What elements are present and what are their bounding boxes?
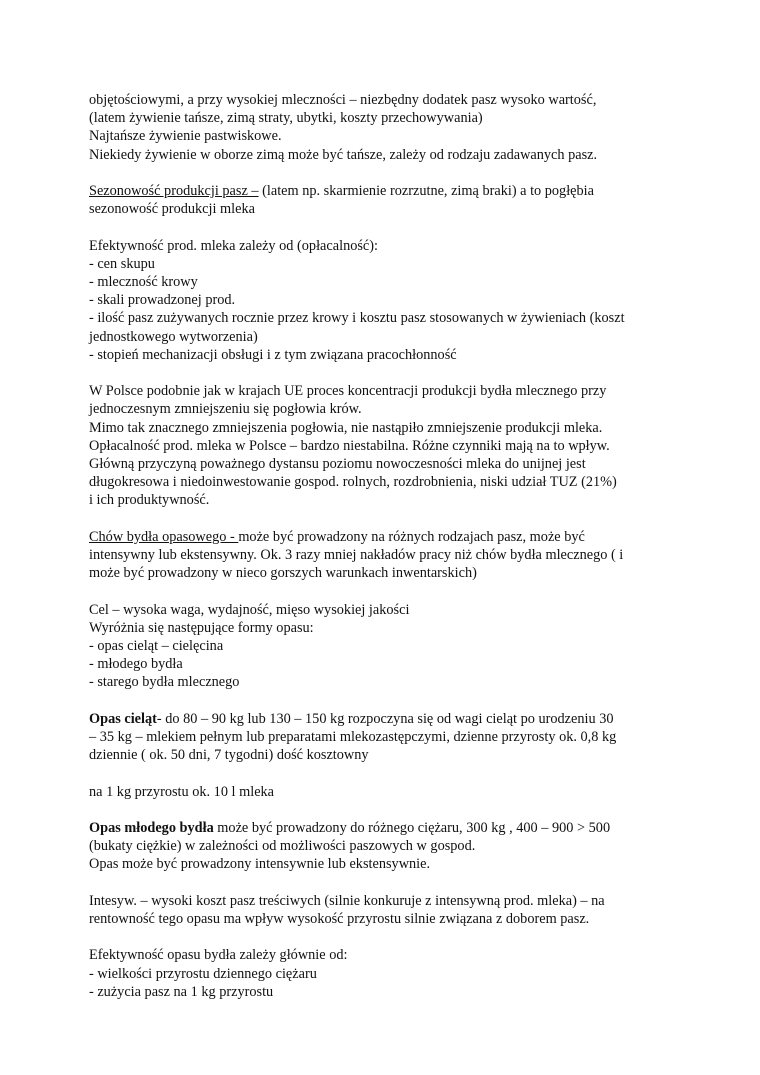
text-run: (latem np. skarmienie rozrzutne, zimą braki) a to pogłębia bbox=[258, 183, 594, 199]
list-item: - mleczność krowy bbox=[89, 274, 198, 290]
text-line: Opłacalność prod. mleka w Polsce – bardzo niestabilna. Różne czynniki mają na to wpływ. bbox=[89, 437, 610, 454]
text-line: objętościowymi, a przy wysokiej mleczności – niezbędny dodatek pasz wysoko wartość, bbox=[89, 92, 597, 108]
section-heading: Chów bydła opasowego - bbox=[89, 528, 239, 545]
list-item: - wielkości przyrostu dziennego ciężaru bbox=[89, 965, 317, 982]
list-item: - cen skupu bbox=[89, 255, 155, 272]
text-run: może być prowadzony do różnego ciężaru, 300 kg , 400 – 900 > 500 bbox=[213, 820, 611, 836]
text-line: jednoczesnym zmniejszeniu się pogłowia krów. bbox=[89, 401, 362, 418]
blank-line bbox=[89, 692, 700, 710]
section-young-cattle bbox=[89, 819, 700, 837]
list-item: - starego bydła mlecznego bbox=[89, 674, 240, 691]
text-line: W Polsce podobnie jak w krajach UE proces koncentracji produkcji bydła mlecznego przy bbox=[89, 383, 607, 400]
section-calf-fattening bbox=[89, 710, 700, 728]
text-line: Najtańsze żywienie pastwiskowe. bbox=[89, 128, 282, 145]
text-run: - do 80 – 90 kg lub 130 – 150 kg rozpoczyna się od wagi cieląt po urodzeniu 30 bbox=[156, 710, 614, 727]
text-line: Efektywność opasu bydła zależy głównie od: bbox=[89, 947, 348, 964]
text-line: dziennie ( ok. 50 dni, 7 tygodni) dość kosztowny bbox=[89, 747, 369, 764]
section-heading: Sezonowość produkcji pasz – bbox=[89, 183, 259, 199]
text-line: Opas może być prowadzony intensywnie lub ekstensywnie. bbox=[89, 856, 431, 873]
list-item: - ilość pasz zużywanych rocznie przez krowy i kosztu pasz stosowanych w żywieniach (koszt bbox=[89, 310, 625, 327]
blank-line bbox=[89, 764, 700, 782]
text-line: Wyróżnia się następujące formy opasu: bbox=[89, 619, 314, 636]
text-line: Efektywność prod. mleka zależy od (opłacalność): bbox=[89, 237, 379, 254]
section-beef-cattle bbox=[89, 528, 700, 546]
text-line: Mimo tak znacznego zmniejszenia pogłowia, nie nastąpiło zmniejszenie produkcji mleka. bbox=[89, 419, 603, 436]
blank-line bbox=[89, 164, 700, 182]
section-seasonality bbox=[89, 182, 700, 200]
text-line: na 1 kg przyrostu ok. 10 l mleka bbox=[89, 783, 275, 800]
section-heading: Opas młodego bydła bbox=[89, 820, 214, 836]
text-run: może być prowadzony na różnych rodzajach pasz, może być bbox=[238, 528, 585, 545]
list-item: - opas cieląt – cielęcina bbox=[89, 638, 224, 655]
text-line: Cel – wysoka waga, wydajność, mięso wysokiej jakości bbox=[89, 601, 410, 618]
text-line: Główną przyczyną poważnego dystansu poziomu nowoczesności mleka do unijnej jest bbox=[89, 456, 586, 473]
text-line: może być prowadzony w nieco gorszych warunkach inwentarskich) bbox=[89, 565, 477, 582]
blank-line bbox=[89, 801, 700, 819]
text-line: rentowność tego opasu ma wpływ wysokość przyrostu silnie związana z doborem pasz. bbox=[89, 911, 590, 927]
list-item: - skali prowadzonej prod. bbox=[89, 292, 236, 309]
text-line: i ich produktywność. bbox=[89, 492, 210, 509]
blank-line bbox=[89, 510, 700, 528]
section-heading: Opas cieląt bbox=[89, 710, 157, 727]
text-line: długokresowa i niedoinwestowanie gospod. rolnych, rozdrobnienia, niski udział TUZ (21%) bbox=[89, 474, 617, 491]
list-item: - zużycia pasz na 1 kg przyrostu bbox=[89, 983, 274, 1000]
text-line: Niekiedy żywienie w oborze zimą może być tańsze, zależy od rodzaju zadawanych pasz. bbox=[89, 146, 598, 163]
blank-line bbox=[89, 928, 700, 946]
blank-line bbox=[89, 364, 700, 382]
text-line: – 35 kg – mlekiem pełnym lub preparatami mlekozastępczymi, dzienne przyrosty ok. 0,8 kg bbox=[89, 729, 617, 746]
text-line: Intesyw. – wysoki koszt pasz treściwych (silnie konkuruje z intensywną prod. mleka) – na bbox=[89, 892, 605, 909]
blank-line bbox=[89, 582, 700, 600]
text-line: (bukaty ciężkie) w zależności od możliwości paszowych w gospod. bbox=[89, 838, 476, 855]
list-item: - stopień mechanizacji obsługi i z tym związana pracochłonność bbox=[89, 346, 457, 363]
blank-line bbox=[89, 874, 700, 892]
blank-line bbox=[89, 218, 700, 236]
text-line: sezonowość produkcji mleka bbox=[89, 201, 255, 218]
list-item: - młodego bydła bbox=[89, 656, 183, 673]
list-item: jednostkowego wytworzenia) bbox=[89, 328, 258, 345]
text-line: (latem żywienie tańsze, zimą straty, ubytki, koszty przechowywania) bbox=[89, 110, 483, 127]
text-line: intensywny lub ekstensywny. Ok. 3 razy mniej nakładów pracy niż chów bydła mlecznego ( i bbox=[89, 547, 624, 564]
